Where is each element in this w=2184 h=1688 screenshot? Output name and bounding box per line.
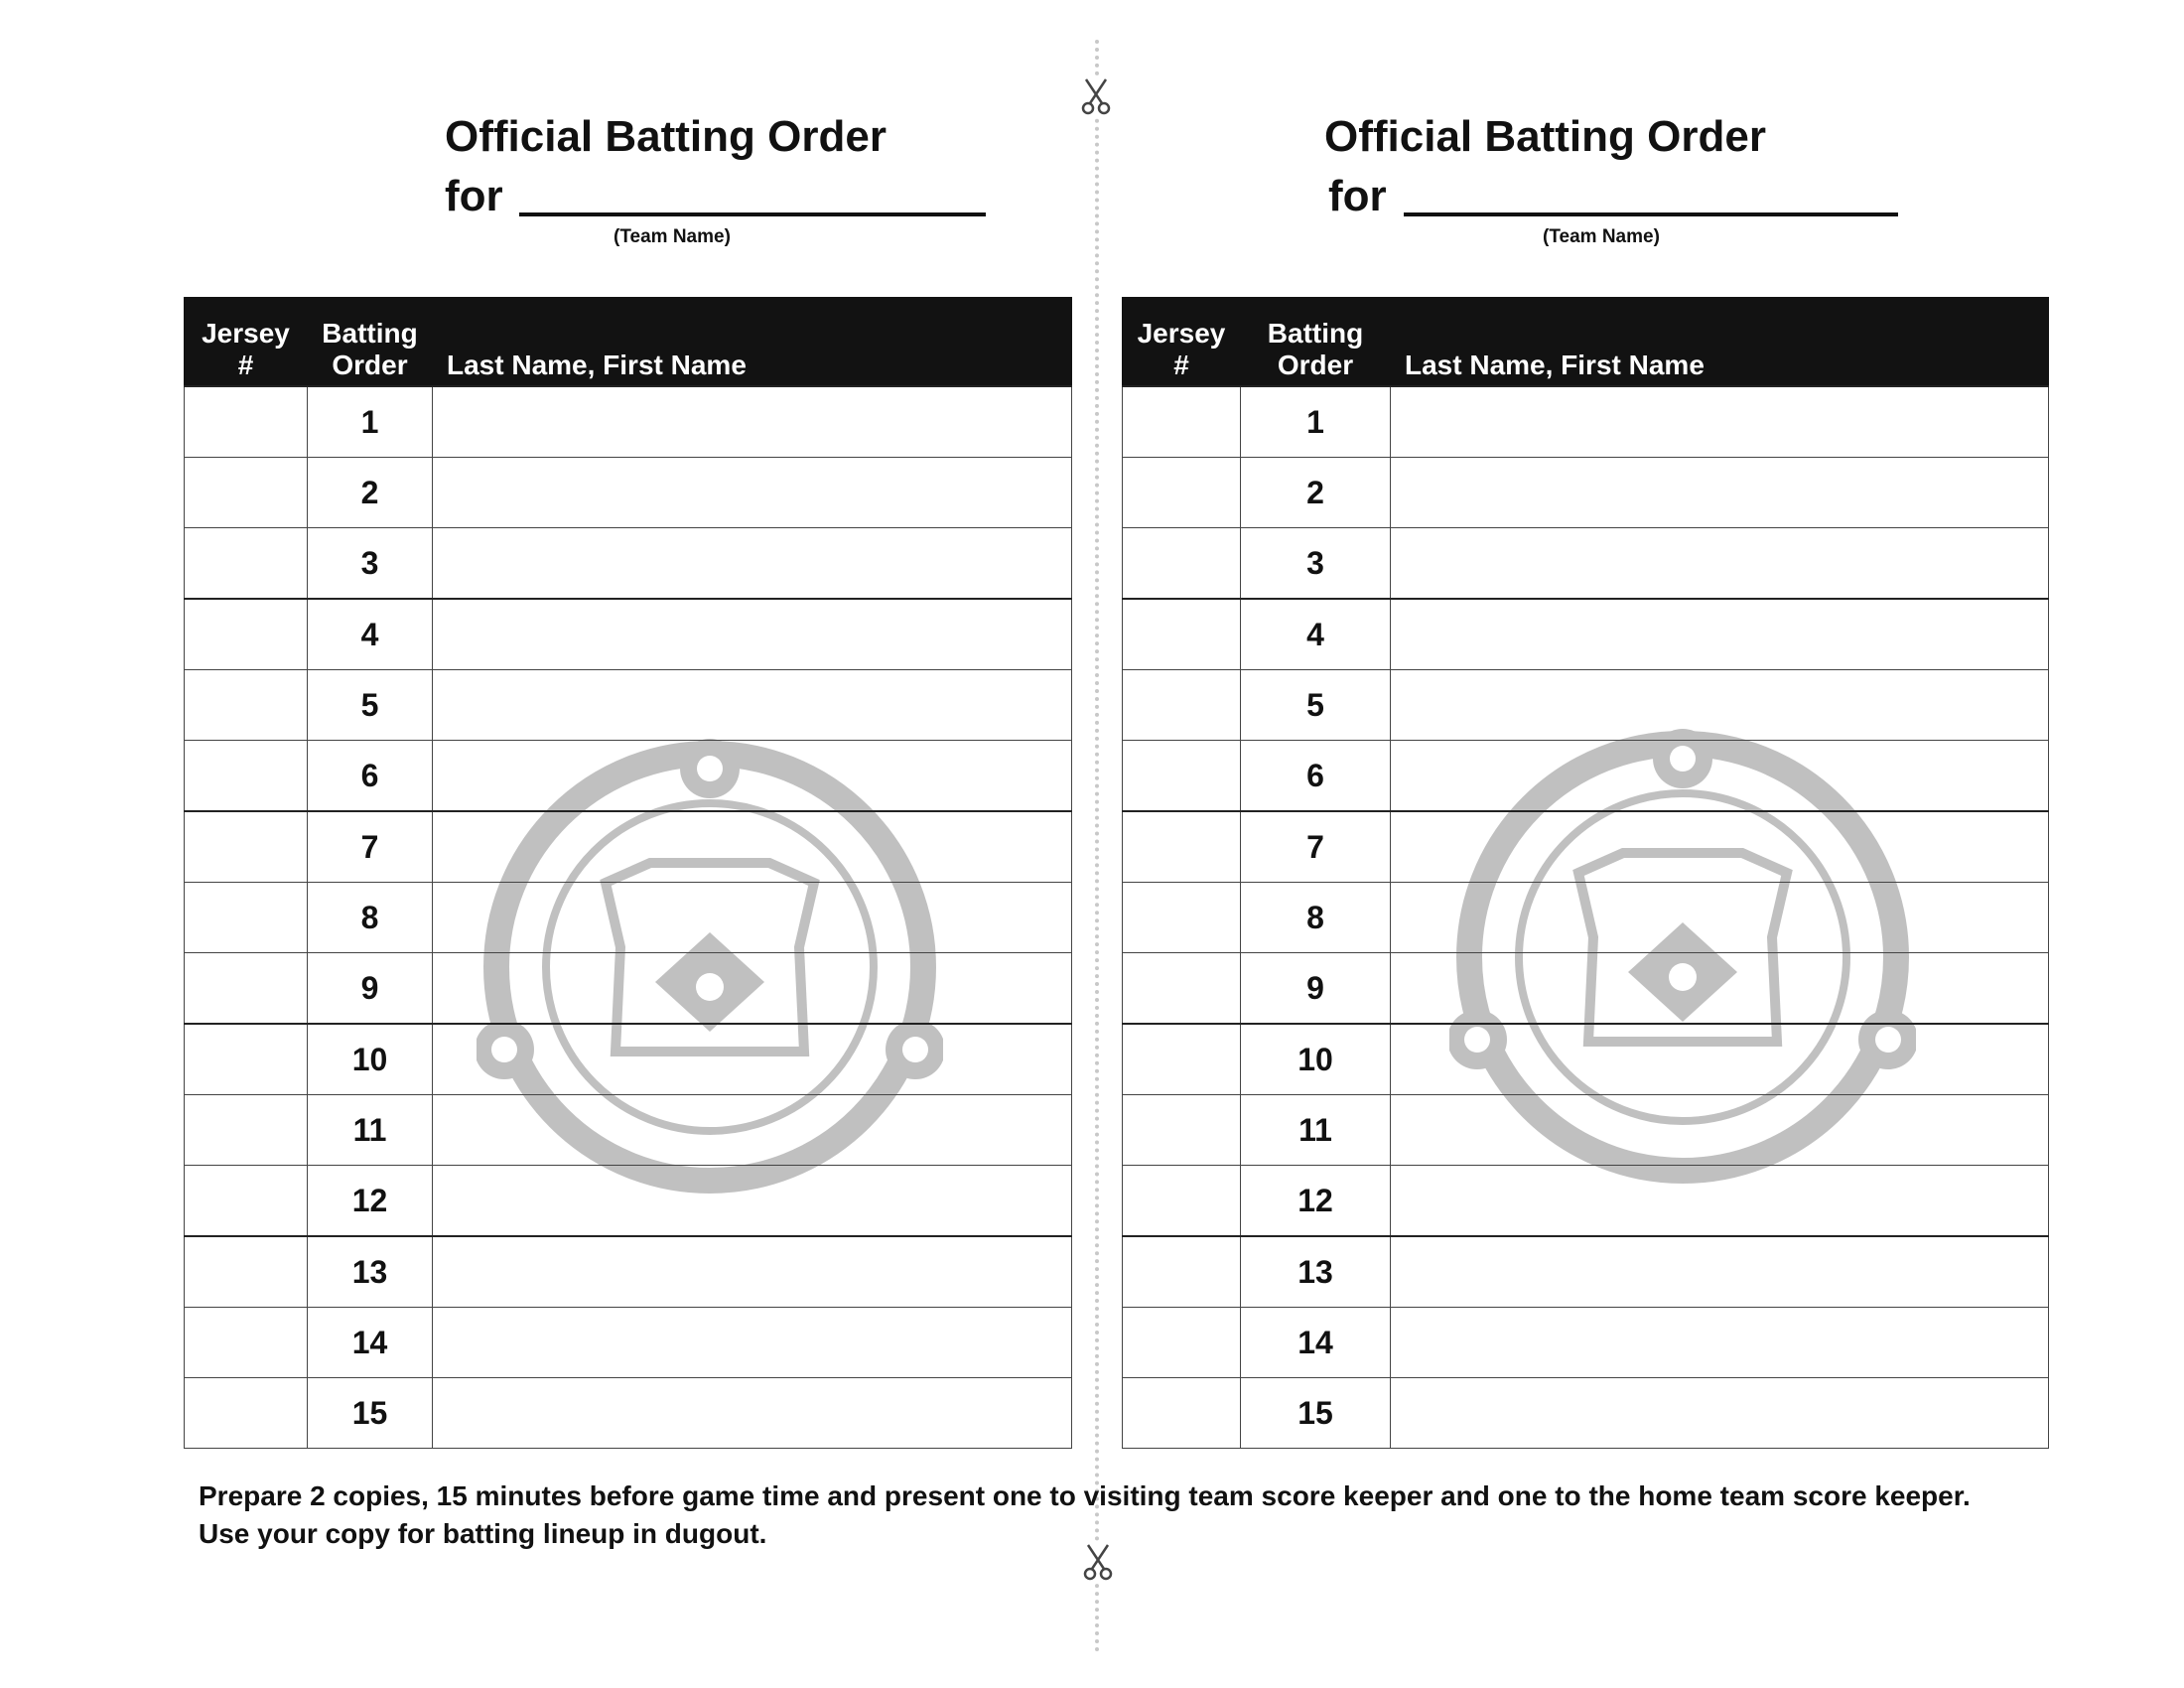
- batting-order-number: 9: [308, 953, 433, 1025]
- batting-order-number: 1: [1241, 386, 1391, 458]
- jersey-number-cell[interactable]: [185, 883, 308, 953]
- player-name-cell[interactable]: [433, 811, 1072, 883]
- team-name-caption: (Team Name): [614, 226, 731, 247]
- table-row: [185, 741, 1072, 812]
- batting-order-number: 14: [1241, 1308, 1391, 1378]
- table-row: [185, 599, 1072, 670]
- jersey-number-cell[interactable]: [1123, 1308, 1241, 1378]
- jersey-number-cell[interactable]: [185, 599, 308, 670]
- player-name-cell[interactable]: [1391, 1166, 2049, 1237]
- player-name-cell[interactable]: [433, 741, 1072, 812]
- batting-order-number: 6: [308, 741, 433, 812]
- player-name-cell[interactable]: [1391, 1024, 2049, 1095]
- jersey-header: Jersey #: [1123, 298, 1241, 387]
- jersey-number-cell[interactable]: [185, 1166, 308, 1237]
- table-row: [185, 528, 1072, 600]
- player-name-cell[interactable]: [1391, 386, 2049, 458]
- jersey-number-cell[interactable]: [1123, 883, 1241, 953]
- jersey-number-cell[interactable]: [185, 1095, 308, 1166]
- batting-order-number: 4: [1241, 599, 1391, 670]
- player-name-cell[interactable]: [1391, 1308, 2049, 1378]
- batting-order-number: 5: [308, 670, 433, 741]
- player-name-cell[interactable]: [1391, 741, 2049, 812]
- table-row: [185, 1308, 1072, 1378]
- table-row: [1123, 1236, 2049, 1308]
- player-name-cell[interactable]: [1391, 1095, 2049, 1166]
- jersey-number-cell[interactable]: [185, 458, 308, 528]
- batting-order-number: 13: [1241, 1236, 1391, 1308]
- table-row: [185, 811, 1072, 883]
- table-row: [185, 953, 1072, 1025]
- player-name-cell[interactable]: [1391, 599, 2049, 670]
- table-row: [185, 458, 1072, 528]
- left-lineup-sheet: [184, 297, 1072, 1449]
- batting-order-number: 11: [308, 1095, 433, 1166]
- instructions: [199, 1477, 1971, 1553]
- jersey-number-cell[interactable]: [185, 953, 308, 1025]
- table-header-row: [185, 298, 1072, 387]
- batting-order-number: 9: [1241, 953, 1391, 1025]
- table-row: [1123, 953, 2049, 1025]
- right-lineup-sheet: [1122, 297, 2049, 1449]
- team-name-field[interactable]: [1404, 212, 1898, 216]
- jersey-number-cell[interactable]: [1123, 953, 1241, 1025]
- player-name-cell[interactable]: [433, 458, 1072, 528]
- player-name-cell[interactable]: [1391, 670, 2049, 741]
- batting-order-number: 10: [1241, 1024, 1391, 1095]
- player-name-cell[interactable]: [433, 953, 1072, 1025]
- batting-order-number: 7: [1241, 811, 1391, 883]
- table-row: [1123, 1166, 2049, 1237]
- left-heading: [445, 107, 887, 247]
- for-label: for: [1328, 172, 1387, 220]
- table-row: [1123, 1378, 2049, 1449]
- batting-order-table: [1122, 297, 2049, 1449]
- order-header: Batting Order: [1241, 298, 1391, 387]
- player-name-cell[interactable]: [433, 1378, 1072, 1449]
- table-row: [185, 1024, 1072, 1095]
- jersey-number-cell[interactable]: [1123, 528, 1241, 600]
- player-name-cell[interactable]: [433, 1308, 1072, 1378]
- batting-order-number: 13: [308, 1236, 433, 1308]
- jersey-number-cell[interactable]: [1123, 458, 1241, 528]
- jersey-number-cell[interactable]: [1123, 741, 1241, 812]
- team-name-field[interactable]: [519, 212, 986, 216]
- jersey-number-cell[interactable]: [1123, 670, 1241, 741]
- table-row: [185, 386, 1072, 458]
- batting-order-number: 12: [1241, 1166, 1391, 1237]
- cut-line: [1095, 40, 1099, 1653]
- page-title: Official Batting Order: [1324, 112, 1766, 161]
- player-name-cell[interactable]: [1391, 883, 2049, 953]
- table-row: [185, 883, 1072, 953]
- player-name-cell[interactable]: [1391, 1236, 2049, 1308]
- jersey-number-cell[interactable]: [1123, 1166, 1241, 1237]
- player-name-cell[interactable]: [1391, 458, 2049, 528]
- jersey-number-cell[interactable]: [1123, 599, 1241, 670]
- player-name-cell[interactable]: [433, 528, 1072, 600]
- player-name-cell[interactable]: [433, 599, 1072, 670]
- instructions-line-1: Prepare 2 copies, 15 minutes before game time and present one to visiting team score keeper and one to the home team score keeper.: [199, 1480, 1971, 1511]
- jersey-number-cell[interactable]: [1123, 1236, 1241, 1308]
- player-name-cell[interactable]: [433, 883, 1072, 953]
- for-label: for: [445, 172, 503, 220]
- right-rows: [1123, 386, 2049, 1449]
- jersey-number-cell[interactable]: [1123, 1095, 1241, 1166]
- batting-order-number: 10: [308, 1024, 433, 1095]
- team-name-prompt: [1328, 167, 1770, 226]
- jersey-number-cell[interactable]: [185, 811, 308, 883]
- batting-order-number: 2: [1241, 458, 1391, 528]
- team-name-prompt: [445, 167, 887, 226]
- player-name-cell[interactable]: [433, 1236, 1072, 1308]
- jersey-number-cell[interactable]: [185, 1236, 308, 1308]
- table-row: [1123, 599, 2049, 670]
- table-row: [1123, 458, 2049, 528]
- table-row: [185, 1378, 1072, 1449]
- jersey-header: Jersey #: [185, 298, 308, 387]
- table-row: [1123, 386, 2049, 458]
- batting-order-number: 7: [308, 811, 433, 883]
- team-name-caption: (Team Name): [1543, 226, 1660, 247]
- jersey-number-cell[interactable]: [1123, 386, 1241, 458]
- jersey-number-cell[interactable]: [185, 386, 308, 458]
- jersey-number-cell[interactable]: [185, 1024, 308, 1095]
- table-row: [1123, 883, 2049, 953]
- batting-order-number: 4: [308, 599, 433, 670]
- name-header: Last Name, First Name: [433, 298, 1072, 387]
- player-name-cell[interactable]: [1391, 1378, 2049, 1449]
- instructions-line-2: Use your copy for batting lineup in dugout.: [199, 1518, 767, 1549]
- table-row: [1123, 811, 2049, 883]
- table-row: [1123, 1095, 2049, 1166]
- table-row: [185, 1095, 1072, 1166]
- jersey-number-cell[interactable]: [185, 528, 308, 600]
- batting-order-table: [184, 297, 1072, 1449]
- batting-order-number: 15: [308, 1378, 433, 1449]
- batting-order-number: 3: [1241, 528, 1391, 600]
- batting-order-number: 8: [308, 883, 433, 953]
- table-row: [1123, 741, 2049, 812]
- jersey-number-cell[interactable]: [185, 741, 308, 812]
- player-name-cell[interactable]: [1391, 811, 2049, 883]
- left-rows: [185, 386, 1072, 1449]
- batting-order-number: 15: [1241, 1378, 1391, 1449]
- batting-order-number: 2: [308, 458, 433, 528]
- batting-order-number: 6: [1241, 741, 1391, 812]
- scissors-icon: [1076, 75, 1116, 115]
- player-name-cell[interactable]: [433, 1024, 1072, 1095]
- table-row: [185, 670, 1072, 741]
- page-title: Official Batting Order: [445, 112, 887, 161]
- table-header-row: [1123, 298, 2049, 387]
- batting-order-number: 14: [308, 1308, 433, 1378]
- right-heading: [1324, 107, 1766, 247]
- table-row: [1123, 1024, 2049, 1095]
- player-name-cell[interactable]: [433, 1095, 1072, 1166]
- player-name-cell[interactable]: [433, 1166, 1072, 1237]
- batting-order-number: 12: [308, 1166, 433, 1237]
- name-header: Last Name, First Name: [1391, 298, 2049, 387]
- player-name-cell[interactable]: [433, 386, 1072, 458]
- player-name-cell[interactable]: [1391, 953, 2049, 1025]
- player-name-cell[interactable]: [1391, 528, 2049, 600]
- table-row: [185, 1236, 1072, 1308]
- batting-order-number: 1: [308, 386, 433, 458]
- jersey-number-cell[interactable]: [185, 1378, 308, 1449]
- jersey-number-cell[interactable]: [185, 1308, 308, 1378]
- player-name-cell[interactable]: [433, 670, 1072, 741]
- batting-order-number: 3: [308, 528, 433, 600]
- order-header: Batting Order: [308, 298, 433, 387]
- jersey-number-cell[interactable]: [1123, 1024, 1241, 1095]
- jersey-number-cell[interactable]: [1123, 811, 1241, 883]
- batting-order-number: 5: [1241, 670, 1391, 741]
- table-row: [1123, 670, 2049, 741]
- batting-order-number: 8: [1241, 883, 1391, 953]
- jersey-number-cell[interactable]: [185, 670, 308, 741]
- table-row: [1123, 528, 2049, 600]
- table-row: [185, 1166, 1072, 1237]
- table-row: [1123, 1308, 2049, 1378]
- batting-order-number: 11: [1241, 1095, 1391, 1166]
- jersey-number-cell[interactable]: [1123, 1378, 1241, 1449]
